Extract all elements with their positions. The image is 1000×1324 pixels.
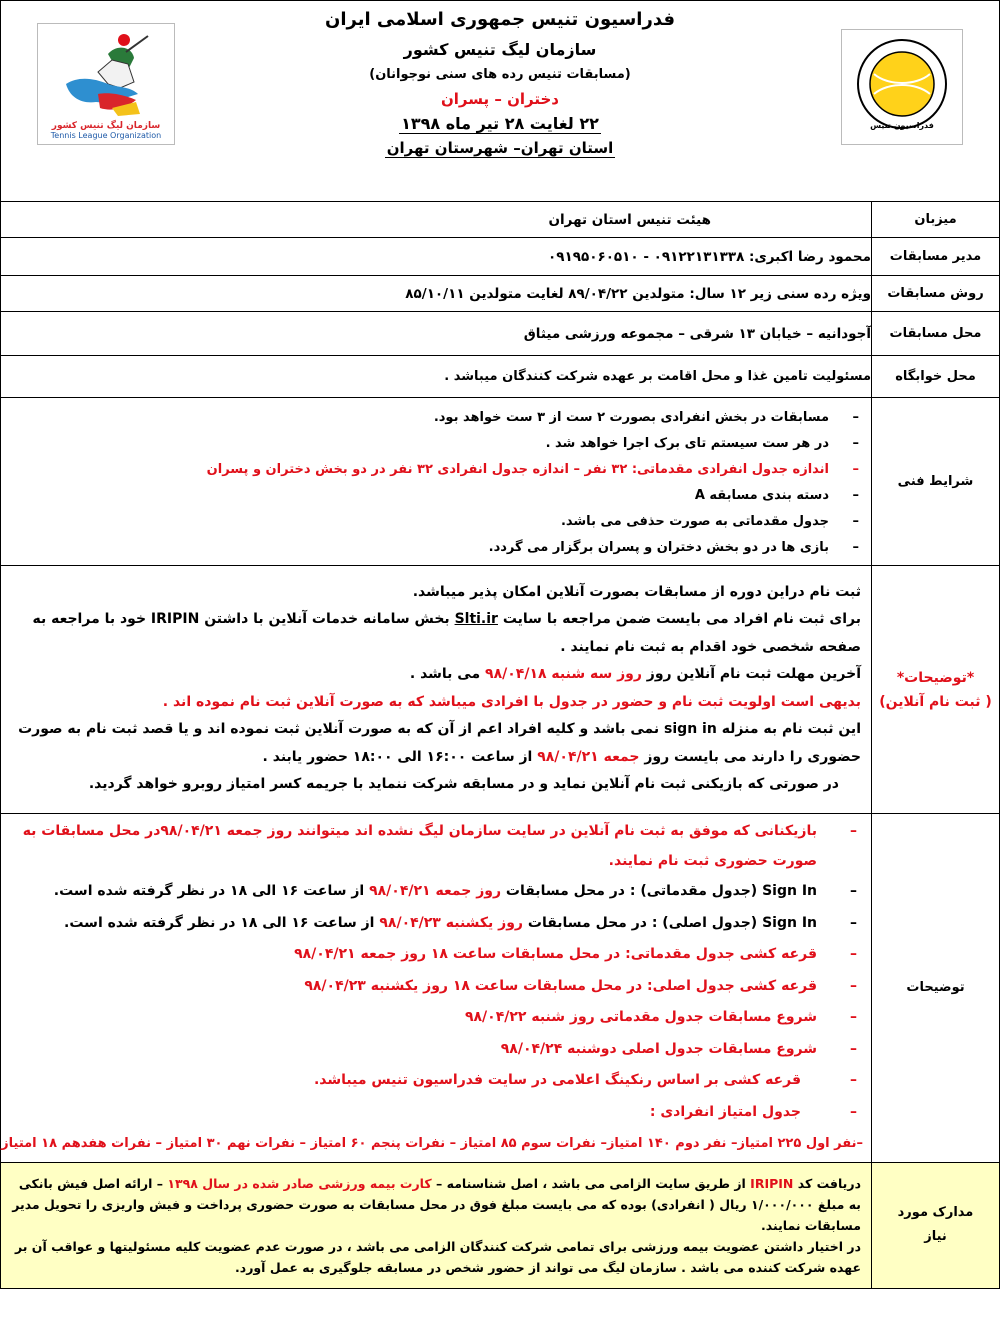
svg-text:Tennis League Organization: Tennis League Organization	[50, 131, 162, 140]
svg-text:فدراسیون تنیس: فدراسیون تنیس	[870, 121, 934, 130]
notes-cell	[1, 814, 872, 1163]
list-item: – شروع مسابقات جدول مقدماتی روز شنبه ۹۸/۰۴/۲۲	[464, 1009, 857, 1025]
online-label: *توضیحات* ( ثبت نام آنلاین)	[872, 566, 1000, 814]
list-item: – قرعه کشی بر اساس رنکینگ اعلامی در سایت فدراسیون تنیس میباشد.	[313, 1072, 857, 1088]
list-item: – Sign In (جدول اصلی) : در محل مسابقات روز یکشنبه ۹۸/۰۴/۲۳ از ساعت ۱۶ الی ۱۸ در نظر گرفته شده است.	[64, 914, 857, 931]
docs-cell	[1, 1162, 872, 1288]
list-item: – Sign In (جدول مقدماتی) : در محل مسابقات روز جمعه ۹۸/۰۴/۲۱ از ساعت ۱۶ الی ۱۸ در نظر گرفته شده است.	[53, 883, 857, 899]
federation-logo	[841, 29, 963, 145]
svg-text:سازمان لیگ تنیس کشور: سازمان لیگ تنیس کشور	[51, 121, 161, 131]
list-item: – اندازه جدول انفرادی مقدماتی: ۳۲ نفر – اندازه جدول انفرادی ۳۲ نفر در دو بخش دختران و پسران	[206, 461, 859, 477]
method-label: روش مسابقات	[872, 276, 1000, 312]
list-item: – دسته بندی مسابقه A	[694, 487, 859, 503]
list-item: – قرعه کشی جدول مقدماتی: در محل مسابقات ساعت ۱۸ روز جمعه ۹۸/۰۴/۲۱	[294, 946, 857, 962]
technical-list-cell	[1, 398, 872, 566]
online-p2: برای ثبت نام افراد می بایست ضمن مراجعه با سایت Slti.ir بخش سامانه خدمات آنلاین با داشتن IRIPIN خود با مراجعه به صفحه شخصی خود اقدام به ثبت نام نمایند .	[32, 611, 861, 655]
docs-p1: دریافت کد IRIPIN از طریق سایت الزامی می باشد ، اصل شناسنامه – کارت بیمه ورزشی صادر شده در سال ۱۳۹۸ – ارائه اصل فیش بانکی به مبلغ ۱/۰۰۰/۰۰۰ ریال ( انفرادی) بوده که می بایست مبلغ فوق در محل مسابقات به صورت حضوری پرداخت و فیش واریزی را تحویل مدیر مسابقات نمایند.	[12, 1175, 861, 1233]
svg-text:TENNIS FEDERATION ISLAMIC REPU	[842, 30, 845, 32]
docs-p2: در اختیار داشتن عضویت بیمه ورزشی برای تمامی شرکت کنندگان الزامی می باشد ، در صورت عدم عضویت کلیه مسئولیتها و عواقب آن بر عهده شرکت کننده می باشد . سازمان لیگ می تواند از حضور شخص در مسابقه جلوگیری به عمل آورد.	[14, 1238, 861, 1275]
event-subtitle: (مسابقات تنیس رده های سنی نوجوانان)	[369, 67, 631, 82]
location-title: استان تهران– شهرستان تهران	[386, 139, 614, 157]
host-label: میزبان	[872, 202, 1000, 238]
online-p5: این ثبت نام به منزله sign in نمی باشد و کلیه افراد اعم از آن که به صورت آنلاین ثبت نموده اند و یا قصد ثبت نام به صورت حضوری را دارند می بایست روز جمعه ۹۸/۰۴/۲۱ از ساعت ۱۶:۰۰ الی ۱۸:۰۰ حضور یابند .	[18, 721, 861, 765]
points-table-line: –نفر اول ۲۲۵ امتیاز– نفر دوم ۱۴۰ امتیاز– نفرات سوم ۸۵ امتیاز – نفرات پنجم ۶۰ امتیاز – نفرات نهم ۳۰ امتیاز – نفرات هفدهم ۱۸ امتیاز	[1, 1136, 863, 1151]
venue-label: محل مسابقات	[872, 312, 1000, 356]
federation-title: فدراسیون تنیس جمهوری اسلامی ایران	[325, 9, 675, 30]
online-cell	[1, 566, 872, 814]
online-p3: آخرین مهلت ثبت نام آنلاین روز روز سه شنبه ۹۸/۰۴/۱۸ می باشد .	[409, 666, 861, 682]
docs-label: مدارک مورد نیاز	[872, 1162, 1000, 1288]
list-item: – بازیکنانی که موفق به ثبت نام آنلاین در سایت سازمان لیگ نشده اند میتوانند روز جمعه ۹۸/۰۴/۲۱در محل مسابقات به صورت حضوری ثبت نام نمایند.	[22, 823, 857, 869]
list-item: – بازی ها در دو بخش دختران و پسران برگزار می گردد.	[488, 539, 859, 555]
host-value: هیئت تنیس استان تهران	[1, 202, 872, 238]
venue-value: آجودانیه – خیابان ۱۳ شرقی – مجموعه ورزشی میثاق	[1, 312, 872, 356]
list-item: – شروع مسابقات جدول اصلی دوشنبه ۹۸/۰۴/۲۴	[500, 1040, 857, 1057]
notes-list	[1, 814, 871, 1162]
technical-list	[1, 399, 871, 565]
list-item: – در هر ست سیستم تای برک اجرا خواهد شد .	[545, 435, 859, 451]
list-item: – مسابقات در بخش انفرادی بصورت ۲ ست از ۳ ست خواهد بود.	[433, 409, 859, 425]
date-range: ۲۲ لغایت ۲۸ تیر ماه ۱۳۹۸	[401, 114, 599, 133]
list-item: – جدول مقدماتی به صورت حذفی می باشد.	[560, 513, 859, 529]
online-p4: بدیهی است اولویت ثبت نام و حضور در جدول با افرادی میباشد که به صورت آنلاین ثبت نام نموده اند .	[162, 693, 861, 710]
category-title: دختران – پسران	[440, 90, 560, 108]
league-title: سازمان لیگ تنیس کشور	[403, 40, 597, 59]
header-cell	[1, 1, 1000, 202]
technical-label: شرایط فنی	[872, 398, 1000, 566]
manager-value: محمود رضا اکبری: ۰۹۱۲۲۱۳۱۳۳۸ - ۰۹۱۹۵۰۶۰۵۱۰	[1, 238, 872, 276]
manager-label: مدیر مسابقات	[872, 238, 1000, 276]
lodging-value: مسئولیت تامین غذا و محل اقامت بر عهده شرکت کنندگان میباشد .	[1, 356, 872, 398]
league-logo	[37, 23, 175, 145]
site-link[interactable]: Slti.ir	[454, 611, 498, 627]
list-item: – جدول امتیاز انفرادی :	[649, 1103, 857, 1120]
lodging-label: محل خوابگاه	[872, 356, 1000, 398]
list-item: – قرعه کشی جدول اصلی: در محل مسابقات ساعت ۱۸ روز یکشنبه ۹۸/۰۴/۲۳	[304, 977, 857, 994]
method-value: ویژه رده سنی زیر ۱۲ سال: متولدین ۸۹/۰۴/۲۲ لغایت متولدین ۸۵/۱۰/۱۱	[1, 276, 872, 312]
online-p1: ثبت نام دراین دوره از مسابقات بصورت آنلاین امکان پذیر میباشد.	[412, 583, 861, 600]
online-p6: در صورتی که بازیکنی ثبت نام آنلاین نماید و در مسابقه شرکت ننماید با جریمه کسر امتیاز روبرو خواهد گردید.	[88, 776, 839, 792]
notes-label: توضیحات	[872, 814, 1000, 1163]
